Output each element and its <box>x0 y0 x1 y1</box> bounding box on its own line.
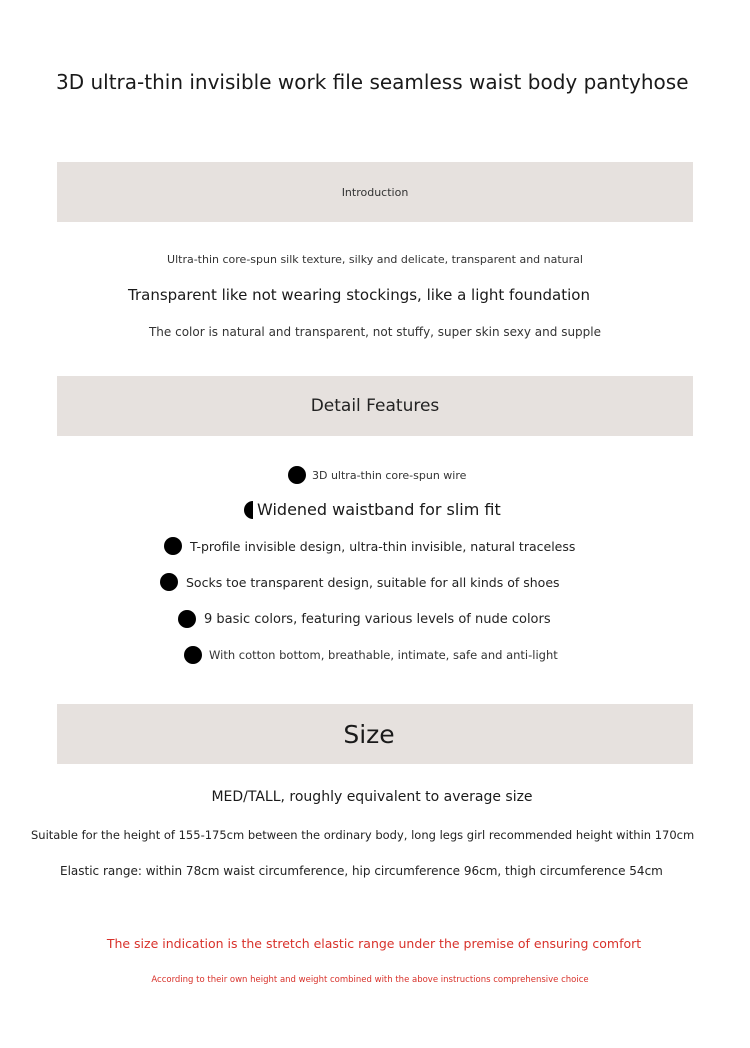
feature-item <box>164 537 575 555</box>
bullet-icon <box>288 466 306 484</box>
intro-line-2: Transparent like not wearing stockings, like a light foundation <box>128 286 590 304</box>
bullet-icon <box>244 501 253 519</box>
introduction-header <box>57 162 693 222</box>
features-header <box>57 376 693 436</box>
size-heading: Size <box>343 719 395 749</box>
bullet-icon <box>164 537 182 555</box>
feature-text: Widened waistband for slim fit <box>257 500 501 519</box>
size-line-3: Elastic range: within 78cm waist circumference, hip circumference 96cm, thigh circumference 54cm <box>60 864 663 878</box>
intro-line-1: Ultra-thin core-spun silk texture, silky and delicate, transparent and natural <box>167 253 583 266</box>
page-title: 3D ultra-thin invisible work file seamless waist body pantyhose <box>56 70 689 94</box>
feature-item <box>160 573 560 591</box>
introduction-heading: Introduction <box>341 185 409 199</box>
bullet-icon <box>178 610 196 628</box>
feature-item <box>178 610 551 628</box>
feature-text: 3D ultra-thin core-spun wire <box>312 468 467 482</box>
feature-text: T-profile invisible design, ultra-thin invisible, natural traceless <box>190 538 576 554</box>
feature-text: With cotton bottom, breathable, intimate, safe and anti-light <box>209 648 558 662</box>
size-note-2: According to their own height and weight combined with the above instructions comprehensive choice <box>151 975 589 985</box>
feature-item <box>288 466 466 484</box>
feature-text: Socks toe transparent design, suitable for all kinds of shoes <box>186 574 560 590</box>
bullet-icon <box>160 573 178 591</box>
size-note-1: The size indication is the stretch elastic range under the premise of ensuring comfort <box>106 936 642 951</box>
feature-item <box>244 500 501 519</box>
size-line-1: MED/TALL, roughly equivalent to average size <box>211 789 533 805</box>
feature-text: 9 basic colors, featuring various levels of nude colors <box>204 611 551 627</box>
size-line-2: Suitable for the height of 155-175cm between the ordinary body, long legs girl recommended height within 170cm <box>31 828 695 842</box>
intro-line-3: The color is natural and transparent, not stuffy, super skin sexy and supple <box>148 325 602 339</box>
size-header <box>57 704 693 764</box>
bullet-icon <box>184 646 202 664</box>
feature-item <box>184 646 558 664</box>
features-heading: Detail Features <box>310 396 440 416</box>
